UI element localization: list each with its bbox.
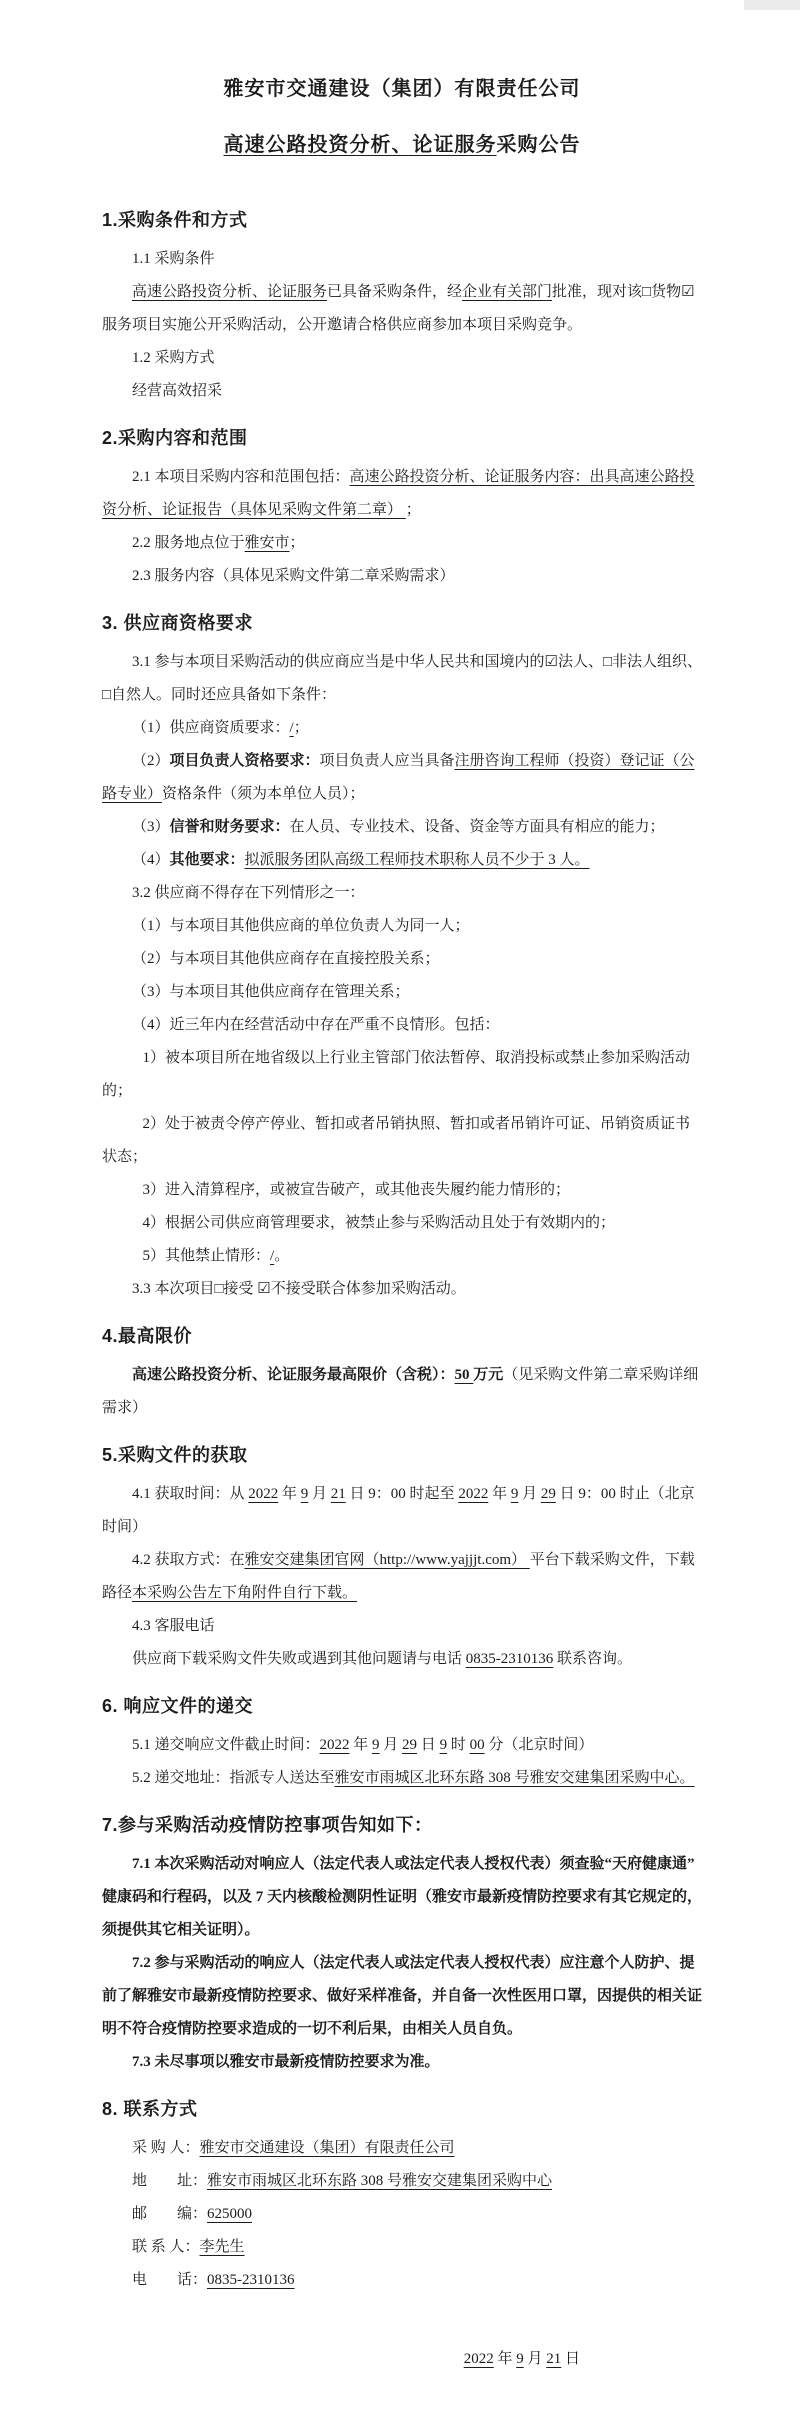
para-5-acquire-time bbox=[102, 1478, 702, 1544]
text-run: 0835-2310136 bbox=[465, 1651, 554, 1667]
para-3-3 bbox=[102, 1273, 702, 1306]
text-run: 21 bbox=[546, 2351, 562, 2367]
text-run: 时 bbox=[447, 1737, 470, 1753]
text-run: 联 系 人： bbox=[132, 2239, 200, 2255]
text-run: 年 bbox=[493, 2351, 517, 2367]
text-run: 2.2 服务地点位于 bbox=[132, 535, 245, 551]
text-run: 资格条件（须为本单位人员）； bbox=[162, 786, 365, 802]
para-6-deadline bbox=[102, 1729, 702, 1762]
text-run: （4） bbox=[132, 852, 170, 868]
text-run: 雅安交建集团官网（http://www.yajjjt.com） bbox=[244, 1552, 530, 1568]
text-run: 2.1 本项目采购内容和范围包括： bbox=[132, 469, 350, 485]
para-1-1-label bbox=[102, 243, 702, 276]
para-2-3 bbox=[102, 560, 702, 593]
para-3-1-item-1 bbox=[102, 712, 702, 745]
section-8-contact-info bbox=[102, 2093, 702, 2297]
para-3-2-item-1 bbox=[102, 910, 702, 943]
text-run: 7.1 本次采购活动对响应人（法定代表人或法定代表人授权代表）须查验“天府健康通”健康码和行程码，以及 7 天内核酸检测阴性证明（雅安市最新疫情防控要求有其它规定的，须提供其它相关证明）。 bbox=[102, 1856, 703, 1938]
text-run: 月 bbox=[308, 1486, 331, 1502]
text-run: （1）与本项目其他供应商的单位负责人为同一人； bbox=[132, 918, 470, 934]
text-run: 2022 bbox=[458, 1486, 489, 1502]
text-run: 雅安市交通建设（集团）有限责任公司 bbox=[223, 78, 581, 100]
text-run: 月 bbox=[518, 1486, 541, 1502]
para-3-1-item-2 bbox=[102, 745, 702, 811]
section-3-heading: 3. 供应商资格要求 bbox=[102, 613, 254, 633]
para-5-service-phone-label bbox=[102, 1610, 702, 1643]
section-2-heading: 2.采购内容和范围 bbox=[102, 428, 248, 448]
text-run: 在人员、专业技术、设备、资金等方面具有相应的能力； bbox=[289, 819, 665, 835]
contact-postcode bbox=[102, 2198, 702, 2231]
section-5-heading: 5.采购文件的获取 bbox=[102, 1445, 248, 1465]
section-4-heading: 4.最高限价 bbox=[102, 1326, 193, 1346]
text-run: 9 bbox=[372, 1737, 380, 1753]
text-run: 月 bbox=[379, 1737, 403, 1753]
text-run: （2） bbox=[132, 753, 170, 769]
para-3-2-item-4-sub-2 bbox=[102, 1108, 702, 1174]
text-run: 本采购公告左下角附件自行下载。 bbox=[132, 1585, 358, 1601]
text-run: （4）近三年内在经营活动中存在严重不良情形。包括： bbox=[132, 1017, 500, 1033]
text-run: 29 bbox=[402, 1737, 418, 1753]
text-run: 企业有关部门 bbox=[462, 284, 553, 300]
text-run: 9 bbox=[300, 1486, 309, 1502]
text-run: 电 话： bbox=[132, 2272, 208, 2288]
para-3-2-item-4-sub-4 bbox=[102, 1207, 702, 1240]
text-run: 日 bbox=[417, 1737, 440, 1753]
section-2-content-and-scope bbox=[102, 422, 702, 593]
document-title-line1 bbox=[102, 74, 702, 104]
document-title-line2 bbox=[102, 130, 702, 160]
para-2-1 bbox=[102, 461, 702, 527]
text-run: 项目负责人应当具备 bbox=[319, 753, 455, 769]
announcement-date bbox=[102, 2343, 702, 2376]
text-run: ； bbox=[293, 720, 309, 736]
text-run: 2022 bbox=[319, 1737, 350, 1753]
text-run: 年 bbox=[488, 1486, 511, 1502]
text-run: 万元 bbox=[473, 1367, 504, 1383]
text-run: 00 bbox=[469, 1737, 485, 1753]
scrollbar-remnant bbox=[744, 0, 800, 10]
para-7-3 bbox=[102, 2046, 702, 2079]
text-run: 4.3 客服电话 bbox=[132, 1618, 215, 1634]
para-3-1-item-4 bbox=[102, 844, 702, 877]
text-run: （1）供应商资质要求： bbox=[132, 720, 290, 736]
text-run: 项目负责人资格要求： bbox=[169, 753, 320, 769]
para-2-2 bbox=[102, 527, 702, 560]
section-6-response-submission bbox=[102, 1690, 702, 1795]
text-run: 2022 bbox=[248, 1486, 279, 1502]
text-run: 2.3 服务内容（具体见采购文件第二章采购需求） bbox=[132, 568, 455, 584]
text-run: 4.2 获取方式：在 bbox=[132, 1552, 245, 1568]
text-run: 年 bbox=[349, 1737, 373, 1753]
text-run: / bbox=[270, 1248, 275, 1264]
section-1-conditions-and-method bbox=[102, 204, 702, 408]
text-run: 信誉和财务要求： bbox=[169, 819, 290, 835]
contact-person bbox=[102, 2231, 702, 2264]
text-run: （3） bbox=[132, 819, 170, 835]
section-5-document-acquisition bbox=[102, 1439, 702, 1676]
text-run: 0835-2310136 bbox=[207, 2272, 295, 2288]
text-run: 雅安市 bbox=[244, 535, 290, 551]
para-7-1 bbox=[102, 1848, 702, 1947]
text-run: 采 购 人： bbox=[132, 2140, 200, 2156]
para-3-2-item-2 bbox=[102, 943, 702, 976]
text-run: 平台下载采购文件，下载路径 bbox=[102, 1552, 695, 1601]
text-run: 21 bbox=[330, 1486, 346, 1502]
text-run: 5.1 递交响应文件截止时间： bbox=[132, 1737, 320, 1753]
text-run: 1.1 采购条件 bbox=[132, 251, 215, 267]
text-run: 5）其他禁止情形： bbox=[142, 1248, 271, 1264]
section-4-price-cap bbox=[102, 1320, 702, 1425]
para-5-acquire-method bbox=[102, 1544, 702, 1610]
text-run: 高速公路投资分析、论证服务 bbox=[132, 284, 328, 300]
text-run: 雅安市雨城区北环东路 308 号雅安交建集团采购中心 bbox=[207, 2173, 553, 2189]
para-3-2-item-4-sub-1 bbox=[102, 1042, 702, 1108]
para-1-2-label bbox=[102, 342, 702, 375]
text-run: 9 bbox=[516, 2351, 524, 2367]
section-1-heading: 1.采购条件和方式 bbox=[102, 210, 248, 230]
text-run: （3）与本项目其他供应商存在管理关系； bbox=[132, 984, 410, 1000]
text-run: 2）处于被责令停产停业、暂扣或者吊销执照、暂扣或者吊销许可证、吊销资质证书状态； bbox=[102, 1116, 691, 1165]
para-3-2-item-4-sub-3 bbox=[102, 1174, 702, 1207]
text-run: 供应商下载采购文件失败或遇到其他问题请与电话 bbox=[132, 1651, 466, 1667]
text-run: 5.2 递交地址：指派专人送达至 bbox=[132, 1770, 335, 1786]
text-run: 1）被本项目所在地省级以上行业主管部门依法暂停、取消投标或禁止参加采购活动的； bbox=[102, 1050, 691, 1099]
text-run: / bbox=[289, 720, 294, 736]
para-3-1-item-3 bbox=[102, 811, 702, 844]
text-run: （2）与本项目其他供应商存在直接控股关系； bbox=[132, 951, 440, 967]
text-run: 1.2 采购方式 bbox=[132, 350, 215, 366]
section-7-epidemic-prevention bbox=[102, 1809, 702, 2079]
para-3-2-item-3 bbox=[102, 976, 702, 1009]
text-run: 29 bbox=[540, 1486, 556, 1502]
text-run: 年 bbox=[278, 1486, 301, 1502]
text-run: 分（北京时间） bbox=[484, 1737, 594, 1753]
contact-phone bbox=[102, 2264, 702, 2297]
para-4-price bbox=[102, 1359, 702, 1425]
text-run: 高速公路投资分析、论证服务最高限价（含税）： bbox=[132, 1367, 455, 1383]
para-1-2-body bbox=[102, 375, 702, 408]
text-run: 3.1 参与本项目采购活动的供应商应当是中华人民共和国境内的☑法人、□非法人组织、□自然人。同时还应具备如下条件： bbox=[102, 654, 703, 703]
text-run: 日 9：00 时止（北京时间） bbox=[102, 1486, 695, 1535]
para-6-address bbox=[102, 1762, 702, 1795]
text-run: 。 bbox=[274, 1248, 290, 1264]
text-run: ； bbox=[405, 502, 421, 518]
section-8-heading: 8. 联系方式 bbox=[102, 2099, 198, 2119]
para-5-service-phone-body bbox=[102, 1643, 702, 1676]
text-run: 2022 bbox=[463, 2351, 494, 2367]
text-run: 经营高效招采 bbox=[132, 383, 223, 399]
contact-address bbox=[102, 2165, 702, 2198]
text-run: 4）根据公司供应商管理要求，被禁止参与采购活动且处于有效期内的； bbox=[142, 1215, 616, 1231]
text-run: 9 bbox=[510, 1486, 519, 1502]
text-run: 7.2 参与采购活动的响应人（法定代表人或法定代表人授权代表）应注意个人防护、提前了解雅安市最新疫情防控要求、做好采样准备，并自备一次性医用口罩，因提供的相关证明不符合疫情防控要求造成的一切不利后果，由相关人员自负。 bbox=[102, 1955, 703, 2037]
text-run: 日 bbox=[561, 2351, 580, 2367]
text-run: 已具备采购条件，经 bbox=[327, 284, 463, 300]
text-run: 高速公路投资分析、论证服务内容：出具高速公路投资分析、论证报告（具体见采购文件第二章） bbox=[102, 469, 695, 518]
text-run: 3.3 本次项目□接受 ☑不接受联合体参加采购活动。 bbox=[132, 1281, 466, 1297]
text-run: 地 址： bbox=[132, 2173, 208, 2189]
text-run: 高速公路投资分析、论证服务 bbox=[223, 134, 497, 156]
text-run: 采购公告 bbox=[496, 134, 581, 156]
text-run: 拟派服务团队高级工程师技术职称人员不少于 3 人。 bbox=[244, 852, 590, 868]
text-run: 李先生 bbox=[199, 2239, 245, 2255]
text-run: （见采购文件第二章采购详细需求） bbox=[102, 1367, 699, 1416]
para-7-2 bbox=[102, 1947, 702, 2046]
text-run: 625000 bbox=[207, 2206, 253, 2222]
text-run: 7.3 未尽事项以雅安市最新疫情防控要求为准。 bbox=[132, 2054, 440, 2070]
text-run: 日 9：00 时起至 bbox=[345, 1486, 459, 1502]
text-run: 雅安市交通建设（集团）有限责任公司 bbox=[199, 2140, 455, 2156]
section-3-supplier-qualifications bbox=[102, 607, 702, 1306]
para-1-1-body bbox=[102, 276, 702, 342]
text-run: 邮 编： bbox=[132, 2206, 208, 2222]
text-run: 批准，现对该□货物☑服务项目实施公开采购活动，公开邀请合格供应商参加本项目采购竞争。 bbox=[102, 284, 695, 333]
section-7-heading: 7.参与采购活动疫情防控事项告知如下： bbox=[102, 1815, 433, 1835]
text-run: 联系咨询。 bbox=[553, 1651, 633, 1667]
section-6-heading: 6. 响应文件的递交 bbox=[102, 1696, 254, 1716]
text-run: 其他要求： bbox=[169, 852, 245, 868]
text-run: ； bbox=[289, 535, 305, 551]
text-run: 注册咨询工程师（投资）登记证（公路专业） bbox=[102, 753, 695, 802]
text-run: 月 bbox=[523, 2351, 547, 2367]
text-run: 雅安市雨城区北环东路 308 号雅安交建集团采购中心。 bbox=[334, 1770, 695, 1786]
text-run: 4.1 获取时间：从 bbox=[132, 1486, 249, 1502]
text-run: 3.2 供应商不得存在下列情形之一： bbox=[132, 885, 365, 901]
para-3-1 bbox=[102, 646, 702, 712]
text-run: 50 bbox=[454, 1367, 474, 1383]
para-3-2-item-4-sub-5 bbox=[102, 1240, 702, 1273]
para-3-2-item-4 bbox=[102, 1009, 702, 1042]
text-run: 9 bbox=[439, 1737, 448, 1753]
text-run: 3）进入清算程序，或被宣告破产，或其他丧失履约能力情形的； bbox=[142, 1182, 571, 1198]
contact-purchaser bbox=[102, 2132, 702, 2165]
para-3-2 bbox=[102, 877, 702, 910]
